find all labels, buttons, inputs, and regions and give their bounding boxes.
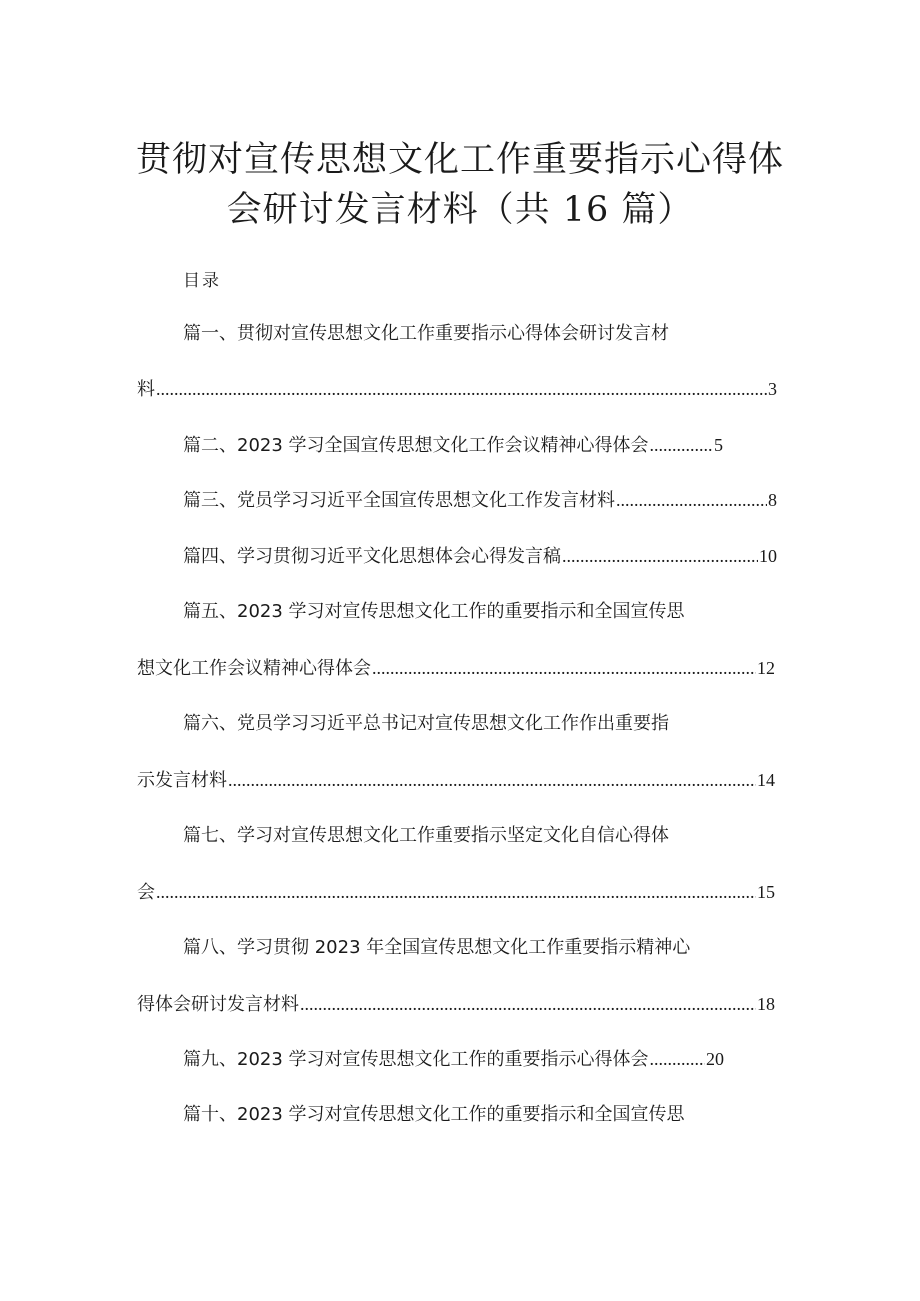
toc-entry-6-line-2[interactable] bbox=[137, 768, 775, 793]
toc-entry-10-line-1[interactable]: 篇十、2023 学习对宣传思想文化工作的重要指示和全国宣传思 bbox=[183, 1104, 685, 1125]
toc-leader-dots bbox=[562, 544, 758, 568]
toc-leader-dots bbox=[650, 433, 713, 457]
toc-entry-2-text: 篇二、2023 学习全国宣传思想文化工作会议精神心得体会 bbox=[183, 435, 649, 456]
toc-entry-8-text: 得体会研讨发言材料 bbox=[137, 994, 299, 1015]
toc-entry-9-page: 20 bbox=[706, 1049, 724, 1069]
toc-leader-dots bbox=[228, 768, 756, 792]
toc-entry-2-page: 5 bbox=[714, 435, 723, 455]
toc-entry-6-text: 示发言材料 bbox=[137, 770, 227, 791]
toc-entry-3-text: 篇三、党员学习习近平全国宣传思想文化工作发言材料 bbox=[183, 490, 615, 511]
toc-leader-dots bbox=[372, 656, 756, 680]
toc-entry-1-text: 料 bbox=[137, 379, 155, 400]
toc-entry-6-page: 14 bbox=[757, 770, 775, 790]
toc-entry-2[interactable] bbox=[183, 433, 723, 458]
toc-leader-dots bbox=[156, 377, 767, 401]
toc-entry-7-page: 15 bbox=[757, 882, 775, 902]
toc-entry-7-text: 会 bbox=[137, 882, 155, 903]
toc-leader-dots bbox=[156, 880, 756, 904]
toc-entry-8-line-2[interactable] bbox=[137, 992, 775, 1017]
toc-entry-1-line-2[interactable] bbox=[137, 377, 777, 402]
toc-entry-4-text: 篇四、学习贯彻习近平文化思想体会心得发言稿 bbox=[183, 546, 561, 567]
toc-entry-9-text: 篇九、2023 学习对宣传思想文化工作的重要指示心得体会 bbox=[183, 1049, 649, 1070]
toc-leader-dots bbox=[616, 488, 767, 512]
toc-entry-3[interactable] bbox=[183, 488, 777, 513]
toc-heading: 目录 bbox=[183, 271, 221, 291]
toc-entry-5-text: 想文化工作会议精神心得体会 bbox=[137, 658, 371, 679]
toc-entry-1-line-1[interactable]: 篇一、贯彻对宣传思想文化工作重要指示心得体会研讨发言材 bbox=[183, 323, 669, 344]
toc-entry-5-line-1[interactable]: 篇五、2023 学习对宣传思想文化工作的重要指示和全国宣传思 bbox=[183, 601, 685, 622]
document-title-line-1: 贯彻对宣传思想文化工作重要指示心得体 bbox=[135, 140, 784, 180]
toc-entry-7-line-2[interactable] bbox=[137, 880, 775, 905]
toc-leader-dots bbox=[300, 992, 756, 1016]
toc-entry-1-page: 3 bbox=[768, 379, 777, 399]
toc-entry-5-page: 12 bbox=[757, 658, 775, 678]
toc-leader-dots bbox=[650, 1047, 705, 1071]
toc-entry-7-line-1[interactable]: 篇七、学习对宣传思想文化工作重要指示坚定文化自信心得体 bbox=[183, 825, 669, 846]
toc-entry-4[interactable] bbox=[183, 544, 777, 569]
toc-entry-4-page: 10 bbox=[759, 546, 777, 566]
toc-entry-3-page: 8 bbox=[768, 490, 777, 510]
toc-entry-8-page: 18 bbox=[757, 994, 775, 1014]
document-title-line-2: 会研讨发言材料（共 16 篇） bbox=[226, 190, 694, 230]
toc-entry-9[interactable] bbox=[183, 1047, 724, 1072]
toc-entry-8-line-1[interactable]: 篇八、学习贯彻 2023 年全国宣传思想文化工作重要指示精神心 bbox=[183, 937, 691, 958]
toc-entry-6-line-1[interactable]: 篇六、党员学习习近平总书记对宣传思想文化工作作出重要指 bbox=[183, 713, 669, 734]
toc-entry-5-line-2[interactable] bbox=[137, 656, 775, 681]
